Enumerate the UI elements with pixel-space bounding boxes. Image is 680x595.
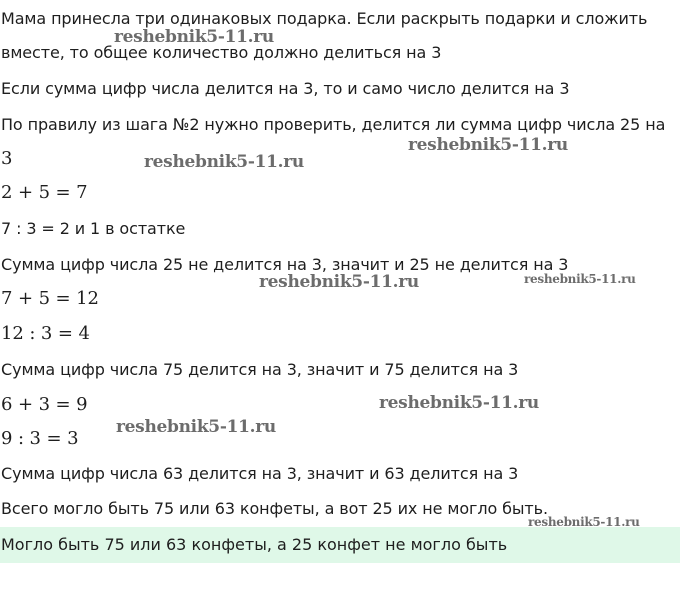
watermark: reshebnik5-11.ru	[114, 27, 274, 47]
watermark: reshebnik5-11.ru	[116, 417, 276, 437]
solution-line: Сумма цифр числа 63 делится на 3, значит и 63 делится на 3	[1, 464, 519, 483]
solution-line: Всего могло быть 75 или 63 конфеты, а вот 25 их не могло быть.	[1, 499, 548, 518]
math-line: 2 + 5 = 7	[1, 182, 88, 203]
solution-line: Сумма цифр числа 25 не делится на 3, значит и 25 не делится на 3	[1, 255, 569, 274]
watermark: reshebnik5-11.ru	[379, 393, 539, 413]
math-line: 7 + 5 = 12	[1, 288, 99, 309]
watermark: reshebnik5-11.ru	[259, 272, 419, 292]
solution-line: Сумма цифр числа 75 делится на 3, значит и 75 делится на 3	[1, 360, 519, 379]
math-line: 9 : 3 = 3	[1, 428, 79, 449]
solution-line: 3	[1, 148, 13, 169]
math-line: 7 : 3 = 2 и 1 в остатке	[1, 219, 186, 238]
solution-line: Мама принесла три одинаковых подарка. Если раскрыть подарки и сложить	[1, 9, 648, 28]
solution-line: вместе, то общее количество должно делиться на 3	[1, 43, 442, 62]
watermark: reshebnik5-11.ru	[528, 515, 640, 529]
watermark: reshebnik5-11.ru	[408, 135, 568, 155]
watermark: reshebnik5-11.ru	[524, 272, 636, 286]
answer-text: Могло быть 75 или 63 конфеты, а 25 конфет не могло быть	[1, 535, 508, 554]
answer-box	[0, 527, 680, 563]
solution-line: Если сумма цифр числа делится на 3, то и само число делится на 3	[1, 79, 570, 98]
math-line: 6 + 3 = 9	[1, 394, 88, 415]
math-line: 12 : 3 = 4	[1, 323, 90, 344]
watermark: reshebnik5-11.ru	[144, 152, 304, 172]
solution-line: По правилу из шага №2 нужно проверить, делится ли сумма цифр числа 25 на	[1, 115, 666, 134]
